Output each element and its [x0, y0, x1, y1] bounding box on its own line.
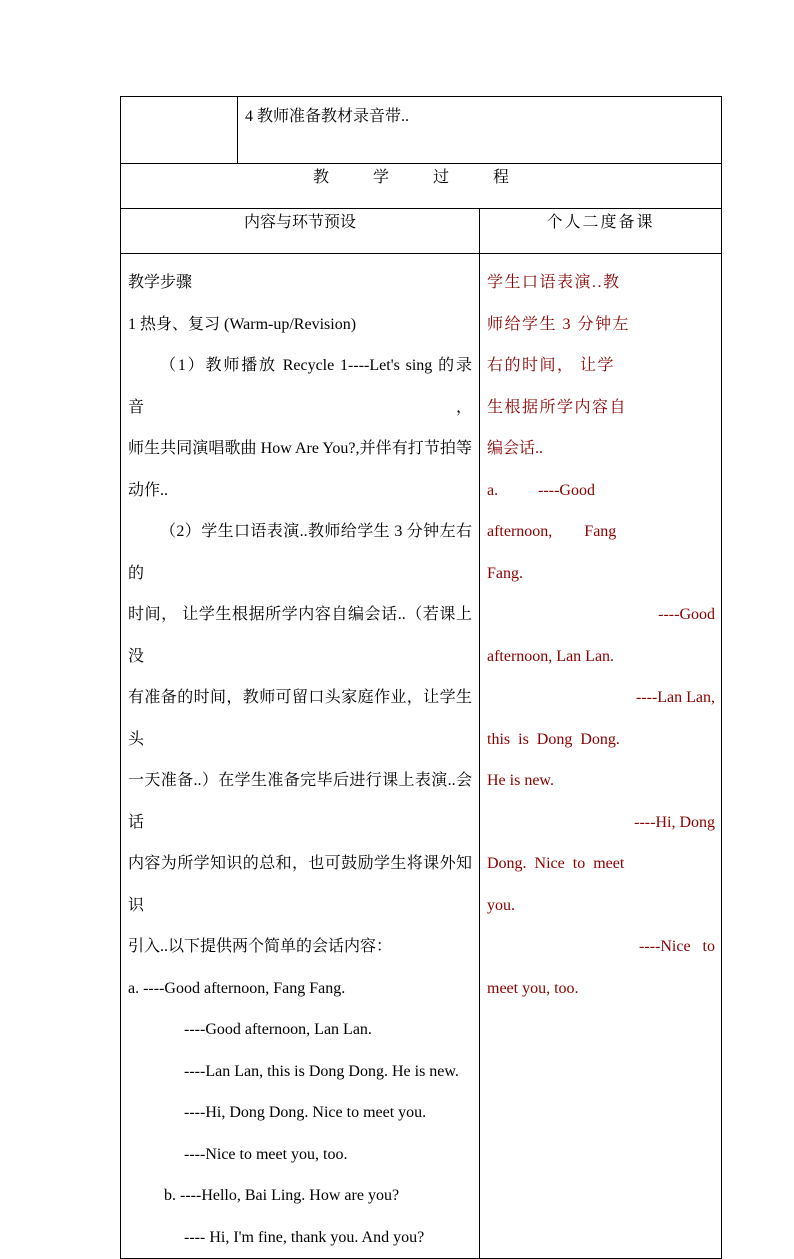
steps-heading: 教学步骤 [128, 274, 193, 291]
note-line: you. [487, 896, 515, 914]
note-line: afternoon, Fang [487, 523, 617, 540]
note-line: 学生口语表演..教 [487, 274, 621, 291]
dialogue-line: ----Good afternoon, Lan Lan. [184, 1021, 372, 1038]
paragraph-line: （2）学生口语表演..教师给学生 3 分钟左右的 [128, 523, 472, 582]
dialogue-line: ---- Hi, I'm fine, thank you. And you? [184, 1228, 425, 1246]
dialogue-line: a. ----Good afternoon, Fang Fang. [128, 979, 346, 997]
paragraph-line: 引入..以下提供两个简单的会话内容： [128, 938, 393, 955]
note-line: ----Nice to [639, 938, 715, 955]
note-line: ----Lan Lan, [635, 689, 715, 706]
note-line: afternoon, Lan Lan. [487, 647, 615, 665]
column-header-row [121, 209, 722, 254]
note-line: He is new. [487, 772, 554, 789]
section-title-row [121, 164, 722, 209]
note-line: 编会话.. [487, 440, 544, 457]
paragraph-line: 内容为所学知识的总和，也可鼓励学生将课外知识 [128, 855, 472, 914]
content-row [121, 254, 722, 1259]
note-line: ----Hi, Dong [634, 813, 715, 831]
note-line: Fang. [487, 564, 523, 582]
header-main: 内容与环节预设 [121, 209, 480, 254]
note-line: ----Good [658, 606, 715, 623]
note-line: this is Dong Dong. [487, 730, 620, 748]
main-content-cell [121, 254, 480, 1259]
dialogue-line: ----Hi, Dong Dong. Nice to meet you. [184, 1104, 427, 1121]
paragraph-line: 动作.. [128, 481, 169, 499]
step-1-title: 1 热身、复习 (Warm-up/Revision) [128, 315, 357, 333]
note-line: 生根据所学内容自 [487, 398, 628, 416]
paragraph-line: 师生共同演唱歌曲 How Are You?,并伴有打节拍等 [128, 440, 472, 457]
dialogue-line: ----Nice to meet you, too. [184, 1145, 348, 1163]
paragraph-line: 有准备的时间，教师可留口头家庭作业，让学生头 [128, 689, 472, 748]
section-title: 教 学 过 程 [121, 164, 722, 209]
side-notes [480, 254, 721, 1009]
materials-row [121, 97, 722, 164]
note-line: a. ----Good [487, 481, 595, 499]
header-side: 个人二度备课 [480, 209, 722, 254]
note-line: meet you, too. [487, 979, 579, 997]
note-line: 师给学生 3 分钟左 [487, 315, 631, 333]
note-line: Dong. Nice to meet [487, 855, 625, 872]
materials-text: 4 教师准备教材录音带.. [238, 97, 722, 164]
side-notes-cell [480, 254, 722, 1259]
dialogue-line: b. ----Hello, Bai Ling. How are you? [164, 1187, 400, 1204]
paragraph-line: 时间， 让学生根据所学内容自编会话..（若课上没 [128, 606, 472, 665]
dialogue-line: ----Lan Lan, this is Dong Dong. He is new. [184, 1062, 459, 1080]
main-content [121, 254, 479, 1258]
paragraph-line: （1）教师播放 Recycle 1----Let's sing 的录音， [128, 357, 472, 416]
note-line: 右的时间， 让学 [487, 357, 616, 374]
empty-label-cell [121, 97, 238, 164]
paragraph-line: 一天准备..）在学生准备完毕后进行课上表演..会话 [128, 772, 472, 831]
lesson-plan-table [120, 96, 722, 1259]
